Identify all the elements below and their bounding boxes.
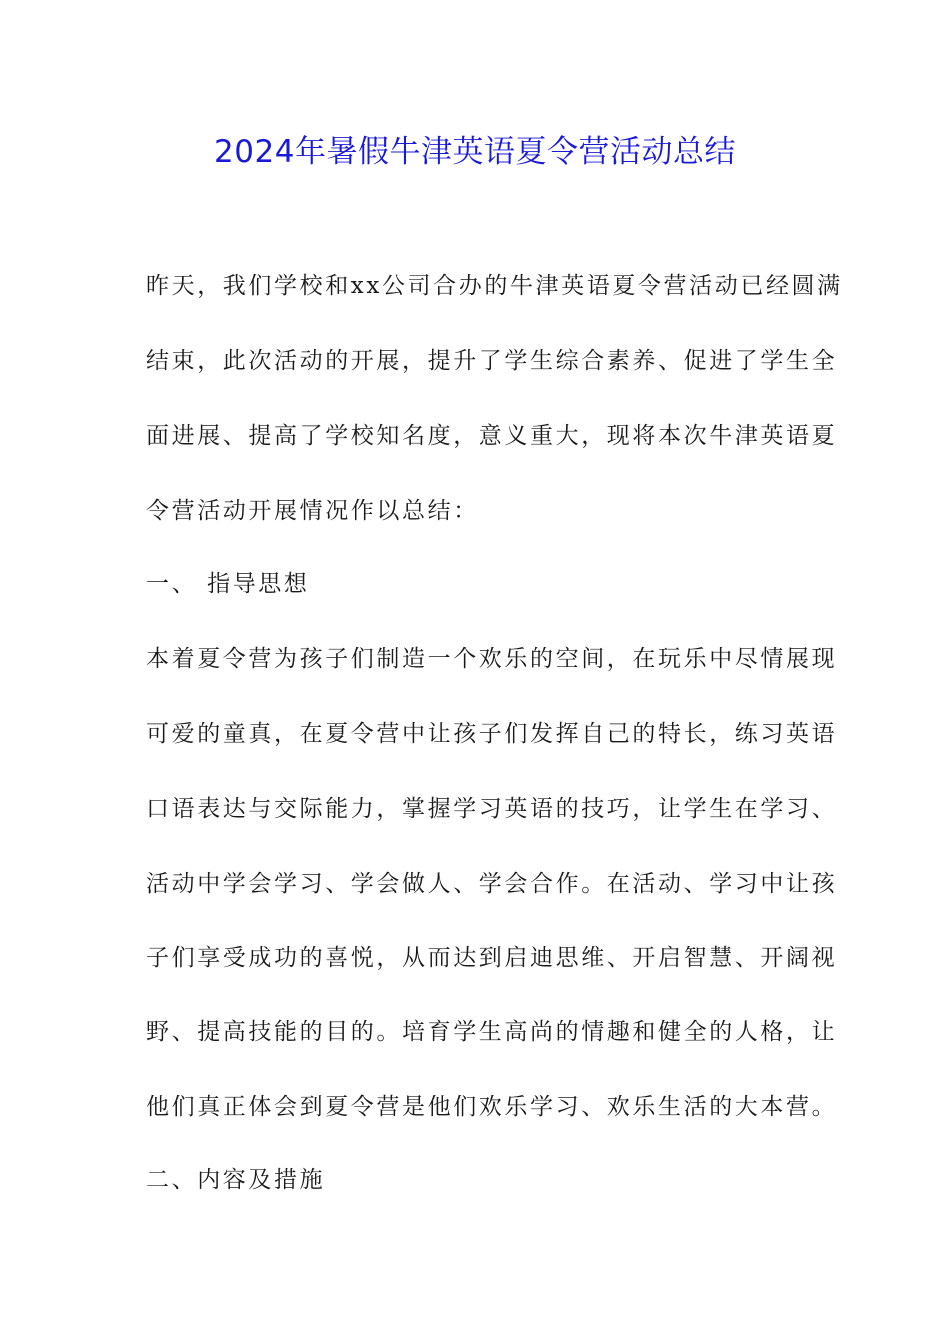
section2-heading: 二、内容及措施: [146, 1167, 326, 1193]
section1-line-1: 本着夏令营为孩子们制造一个欢乐的空间，在玩乐中尽情展现: [146, 646, 838, 672]
intro-line-3: 面进展、提高了学校知名度，意义重大，现将本次牛津英语夏: [146, 423, 838, 449]
section1-line-5: 子们享受成功的喜悦，从而达到启迪思维、开启智慧、开阔视: [146, 945, 838, 971]
section1-heading: 一、 指导思想: [146, 571, 310, 597]
section1-line-4: 活动中学会学习、学会做人、学会合作。在活动、学习中让孩: [146, 871, 838, 897]
section1-line-3: 口语表达与交际能力，掌握学习英语的技巧，让学生在学习、: [146, 796, 838, 822]
intro-line-1: 昨天，我们学校和xx公司合办的牛津英语夏令营活动已经圆满: [146, 273, 843, 299]
section1-line-7: 他们真正体会到夏令营是他们欢乐学习、欢乐生活的大本营。: [146, 1094, 838, 1120]
document-title: 2024年暑假牛津英语夏令营活动总结: [214, 134, 736, 170]
intro-line-2: 结束，此次活动的开展，提升了学生综合素养、促进了学生全: [146, 348, 838, 374]
intro-line-4: 令营活动开展情况作以总结：: [146, 498, 479, 524]
section1-line-2: 可爱的童真，在夏令营中让孩子们发挥自己的特长，练习英语: [146, 721, 838, 747]
section1-line-6: 野、提高技能的目的。培育学生高尚的情趣和健全的人格，让: [146, 1019, 838, 1045]
